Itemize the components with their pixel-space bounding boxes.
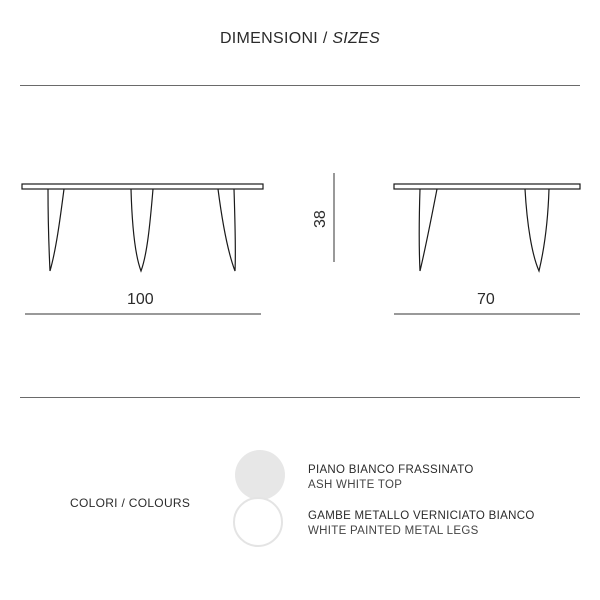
side-tabletop (394, 184, 580, 189)
title-separator: / (322, 30, 328, 47)
front-leg-right (218, 189, 235, 271)
title-english: SIZES (332, 30, 381, 47)
title-italian: DIMENSIONI (219, 30, 319, 47)
colours-label-english: COLOURS (128, 496, 191, 510)
side-leg-right (525, 189, 549, 271)
front-tabletop (22, 184, 263, 189)
front-leg-middle (131, 189, 153, 271)
finish-top (308, 463, 474, 493)
finish-top-english: ASH WHITE TOP (308, 479, 403, 491)
side-leg-left (419, 189, 437, 271)
width-label: 70 (477, 291, 495, 308)
colours-label-italian: COLORI (70, 496, 118, 510)
finish-legs-english: WHITE PAINTED METAL LEGS (308, 525, 479, 537)
finish-legs (308, 509, 535, 539)
colours-heading (70, 496, 190, 510)
finish-legs-italian: GAMBE METALLO VERNICIATO BIANCO (308, 510, 535, 522)
white-metal-swatch (233, 497, 283, 547)
height-label: 38 (312, 210, 329, 228)
length-label: 100 (127, 291, 154, 308)
ash-white-swatch (235, 450, 285, 500)
colours-separator: / (121, 496, 126, 510)
finish-top-italian: PIANO BIANCO FRASSINATO (308, 464, 474, 476)
front-view (22, 184, 263, 271)
front-leg-left (48, 189, 64, 271)
side-view (394, 184, 580, 271)
